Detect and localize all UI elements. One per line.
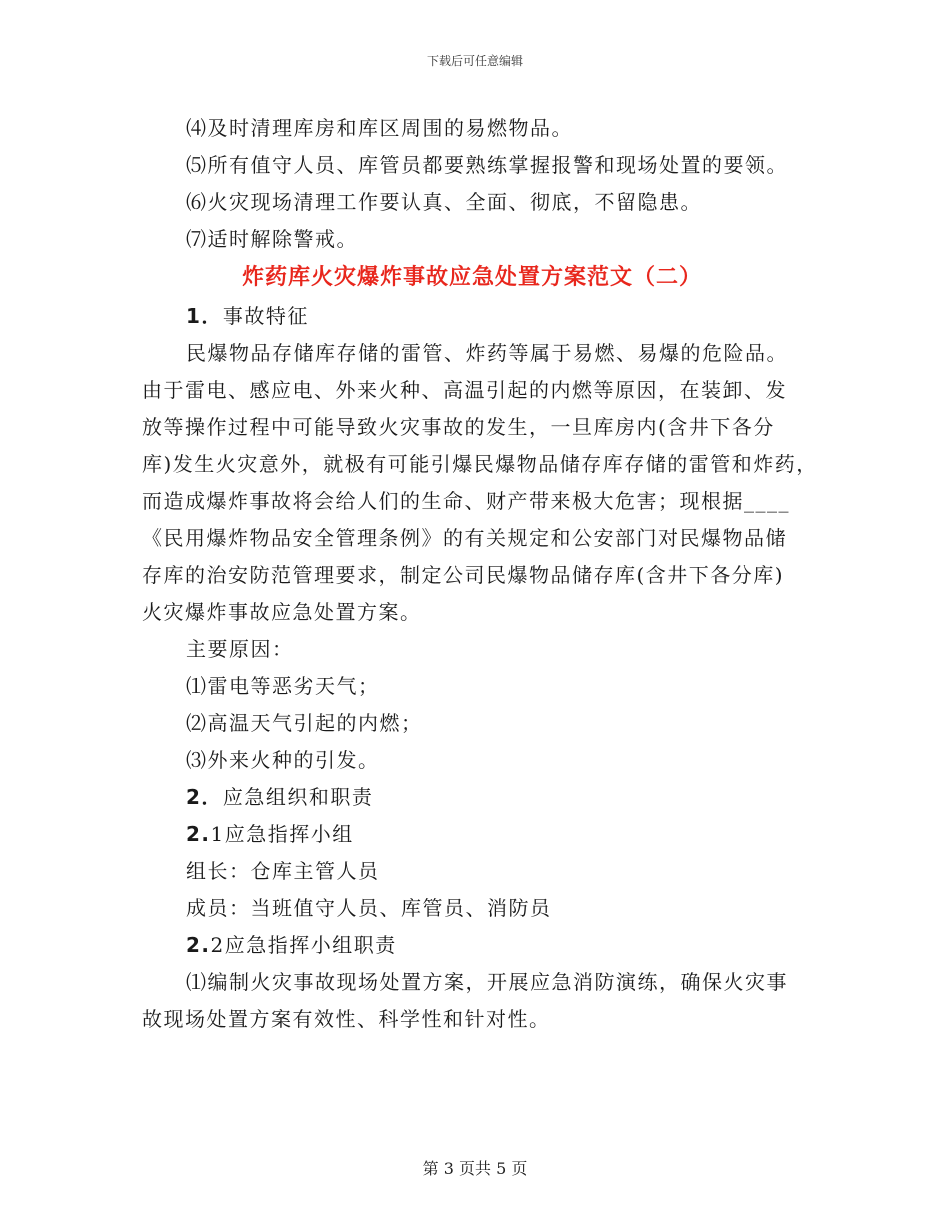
list-item: ⑺适时解除警戒。 (186, 227, 358, 251)
list-item: ⑴雷电等恶劣天气； (186, 674, 380, 698)
list-item: ⑸所有值守人员、库管员都要熟练掌握报警和现场处置的要领。 (186, 153, 788, 177)
leader-line: 组长：仓库主管人员 (186, 859, 380, 883)
list-item: ⑹火灾现场清理工作要认真、全面、彻底，不留隐患。 (186, 190, 702, 214)
paragraph-line: 放等操作过程中可能导致火灾事故的发生，一旦库房内(含井下各分 (142, 415, 775, 439)
paragraph-line: 由于雷电、感应电、外来火种、高温引起的内燃等原因，在装卸、发 (142, 378, 787, 402)
subsection-heading (142, 927, 822, 964)
list-item: ⑶外来火种的引发。 (186, 748, 380, 772)
document-title: 炸药库火灾爆炸事故应急处置方案范文（二） (241, 265, 702, 290)
subsection-heading (142, 816, 822, 853)
paragraph (142, 964, 822, 1038)
section-label: 事故特征 (222, 304, 309, 328)
paragraph-line: ⑴编制火灾事故现场处置方案，开展应急消防演练，确保火灾事 (186, 970, 788, 994)
paragraph (142, 335, 822, 631)
section-heading-1 (142, 298, 822, 335)
paragraph-line: 火灾爆炸事故应急处置方案。 (142, 600, 422, 624)
subsection-label: 1应急指挥小组 (210, 822, 354, 846)
paragraph-line: 《民用爆炸物品安全管理条例》的有关规定和公安部门对民爆物品储 (142, 526, 787, 550)
section-label: 应急组织和职责 (222, 785, 374, 809)
paragraph-line: 民爆物品存储库存储的雷管、炸药等属于易燃、易爆的危险品。 (186, 341, 788, 365)
section-number: 2． (186, 785, 223, 809)
section-number: 1． (186, 304, 223, 328)
list-item: ⑷及时清理库房和库区周围的易燃物品。 (186, 116, 573, 140)
subsection-number: 2. (186, 822, 211, 846)
section-heading-2 (142, 779, 822, 816)
subsection-label: 2应急指挥小组职责 (210, 933, 397, 957)
page-footer: 第 3 页共 5 页 (422, 1159, 528, 1178)
paragraph-line: 故现场处置方案有效性、科学性和针对性。 (142, 1007, 551, 1031)
paragraph-line: 库)发生火灾意外，就极有可能引爆民爆物品储存库存储的雷管和炸药， (142, 452, 818, 476)
paragraph-line: 存库的治安防范管理要求，制定公司民爆物品储存库(含井下各分库) (142, 563, 785, 587)
document-body (142, 110, 822, 1038)
causes-label: 主要原因： (186, 637, 294, 661)
list-item: ⑵高温天气引起的内燃； (186, 711, 423, 735)
subsection-number: 2. (186, 933, 211, 957)
members-line: 成员：当班值守人员、库管员、消防员 (186, 896, 552, 920)
paragraph-line: 而造成爆炸事故将会给人们的生命、财产带来极大危害；现根据____ (142, 489, 790, 513)
page-header: 下载后可任意编辑 (426, 54, 523, 68)
